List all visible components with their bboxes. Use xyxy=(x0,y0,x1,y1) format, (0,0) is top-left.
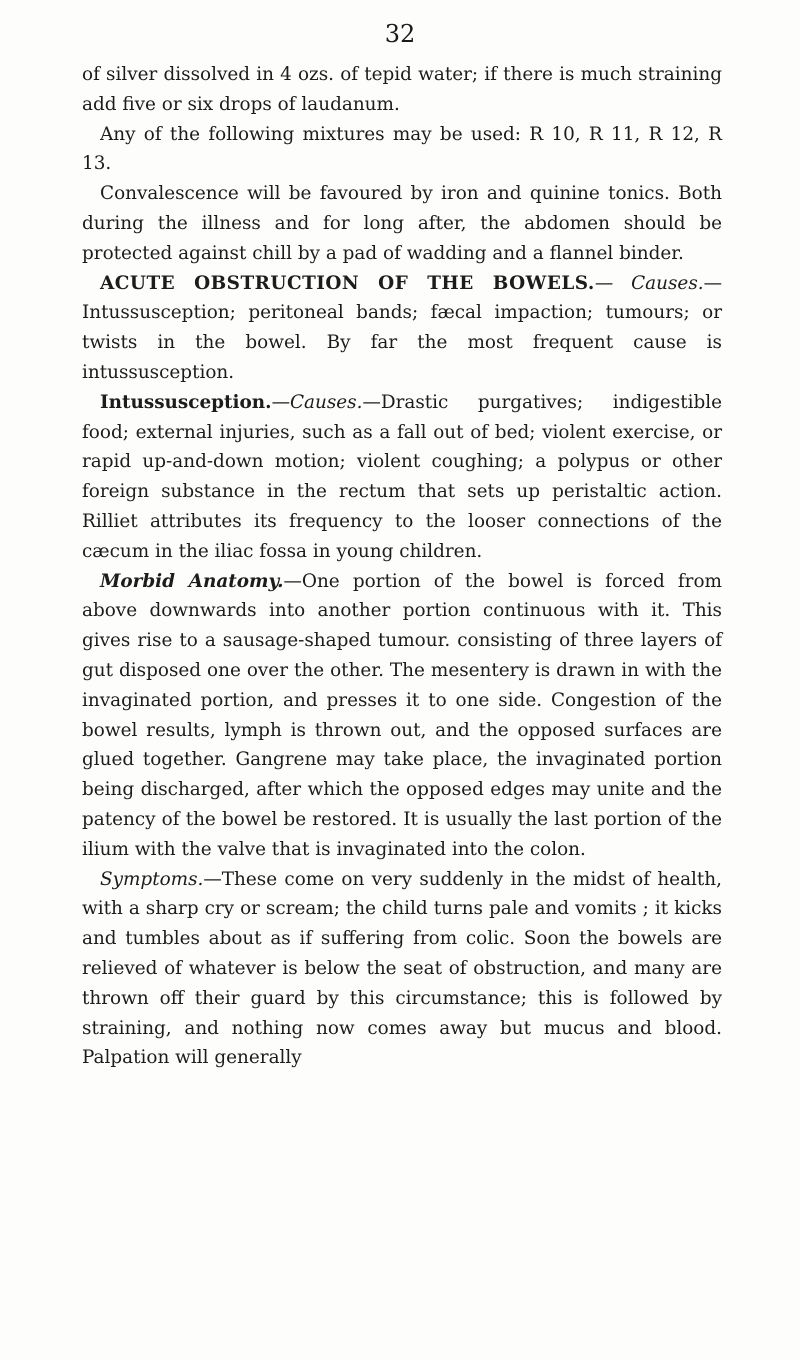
paragraph-intussusception xyxy=(82,388,722,567)
acute-obstruction-text: —Intussusception; peritoneal bands; fæcal impaction; tumours; or twists in the bowel. By far the most frequent cause is intussusception. xyxy=(82,272,722,383)
paragraph-symptoms xyxy=(82,865,722,1074)
paragraph-mixtures: Any of the following mixtures may be used: R 10, R 11, R 12, R 13. xyxy=(82,123,722,175)
causes-label: —Causes. xyxy=(271,391,363,413)
intussusception-text: —Drastic purgatives; indigestible food; external injuries, such as a fall out of bed; violent exercise, or rapid up-and-down motion; violent coughing; a polypus or other foreign substance in the rectum that sets up peristaltic action. Rilliet attributes its frequency to the looser connections of the cæcum in the iliac fossa in young children. xyxy=(82,391,722,562)
morbid-anatomy-text: —One portion of the bowel is forced from above downwards into another portion continuous with it. This gives rise to a sausage-shaped tumour. consisting of three layers of gut disposed one over the other. The mesentery is drawn in with the invaginated portion, and presses it to one side. Congestion of the bowel results, lymph is thrown out, and the opposed surfaces are glued together. Gangrene may take place, the invaginated portion being discharged, after which the opposed edges may unite and the patency of the bowel be restored. It is usually the last portion of the ilium with the valve that is invaginated into the colon. xyxy=(82,570,722,860)
subheading-symptoms: Symptoms. xyxy=(100,868,204,890)
page-number: 32 xyxy=(384,20,416,48)
causes-label: — Causes. xyxy=(594,272,704,294)
paragraph-convalescence: Convalescence will be favoured by iron and quinine tonics. Both during the illness and for long after, the abdomen should be protected against chill by a pad of wadding and a flannel binder. xyxy=(82,183,722,264)
subheading-intussusception: Intussusception. xyxy=(100,391,272,413)
paragraph-acute-obstruction xyxy=(82,269,722,388)
section-heading-acute-obstruction: ACUTE OBSTRUCTION OF THE BOWELS. xyxy=(100,272,595,294)
subheading-morbid-anatomy: Morbid Anatomy. xyxy=(100,570,284,592)
body-text xyxy=(82,60,722,1073)
paragraph-morbid-anatomy xyxy=(82,567,722,865)
symptoms-text: —These come on very suddenly in the midst of health, with a sharp cry or scream; the child turns pale and vomits ; it kicks and tumbles about as if suffering from colic. Soon the bowels are relieved of whatever is below the seat of obstruction, and many are thrown off their guard by this circumstance; this is followed by straining, and nothing now comes away but mucus and blood. Palpation will generally xyxy=(82,868,722,1069)
paragraph-silver-solution: of silver dissolved in 4 ozs. of tepid water; if there is much straining add five or six drops of laudanum. xyxy=(82,64,722,115)
